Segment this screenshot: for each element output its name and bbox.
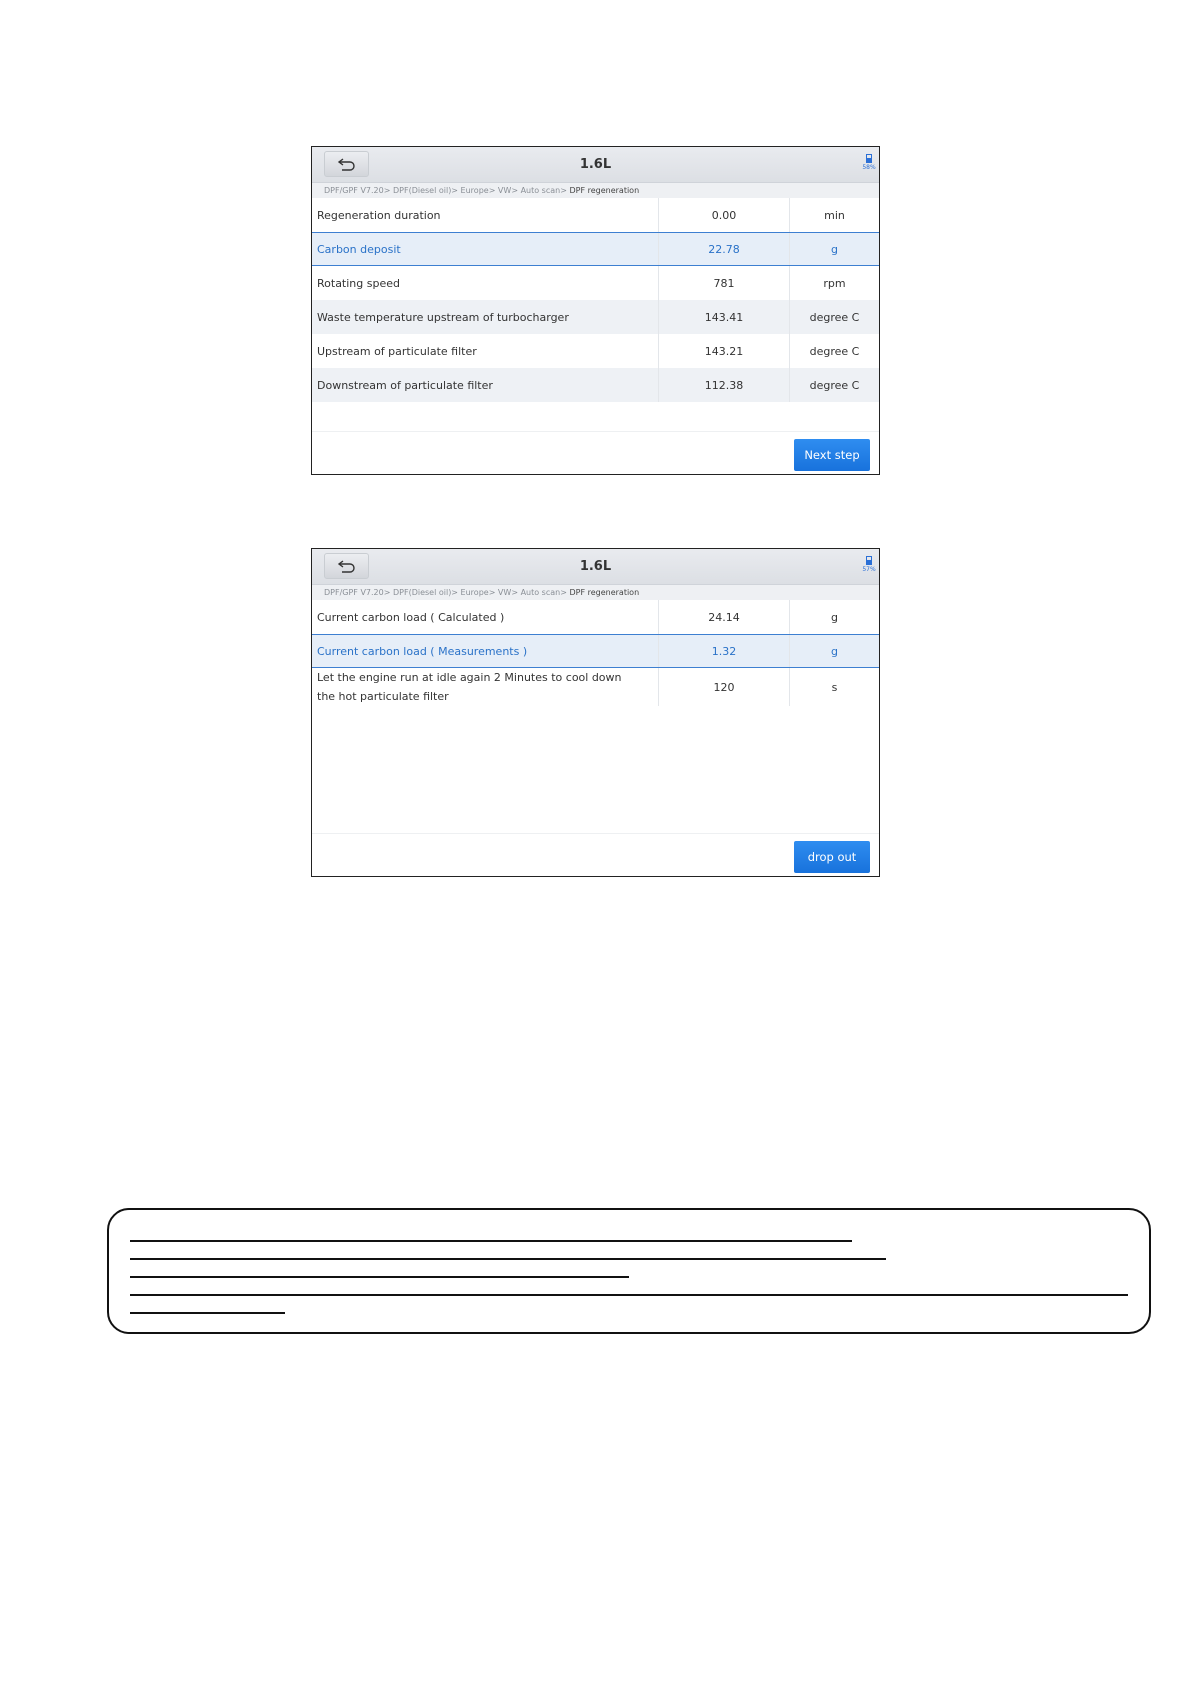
param-value: 1.32	[658, 635, 789, 667]
breadcrumb-path: DPF/GPF V7.20> DPF(Diesel oil)> Europe> VW> Auto scan>	[324, 588, 570, 597]
param-unit: s	[789, 668, 879, 706]
param-value: 143.21	[658, 334, 789, 368]
dpf-regeneration-screen-2	[311, 548, 880, 877]
note-line	[130, 1312, 285, 1314]
footer-bar	[312, 833, 879, 876]
battery-status	[862, 556, 876, 578]
table-row[interactable]	[312, 198, 879, 232]
note-line	[130, 1276, 629, 1278]
table-row[interactable]	[312, 668, 879, 706]
table-row[interactable]	[312, 300, 879, 334]
table-row[interactable]	[312, 368, 879, 402]
title-bar	[312, 549, 879, 585]
breadcrumb	[312, 585, 879, 600]
param-unit: degree C	[789, 334, 879, 368]
next-step-button[interactable]: Next step	[794, 439, 870, 471]
table-row[interactable]	[312, 600, 879, 634]
param-value: 112.38	[658, 368, 789, 402]
footer-bar	[312, 431, 879, 474]
param-name: Regeneration duration	[317, 208, 441, 222]
param-name: Current carbon load ( Measurements )	[317, 644, 528, 658]
battery-icon	[866, 154, 872, 163]
battery-status	[862, 154, 876, 176]
param-unit: min	[789, 198, 879, 232]
table-row-selected[interactable]	[312, 232, 879, 266]
breadcrumb-path: DPF/GPF V7.20> DPF(Diesel oil)> Europe> VW> Auto scan>	[324, 186, 570, 195]
param-value: 120	[658, 668, 789, 706]
param-unit: degree C	[789, 300, 879, 334]
note-line	[130, 1294, 1128, 1296]
param-unit: g	[789, 600, 879, 634]
param-value: 143.41	[658, 300, 789, 334]
param-unit: g	[789, 233, 879, 265]
note-line	[130, 1258, 886, 1260]
param-unit: rpm	[789, 266, 879, 300]
title-bar	[312, 147, 879, 183]
screen-title: 1.6L	[579, 559, 612, 574]
param-name: Let the engine run at idle again 2 Minutes to cool down the hot particulate filter	[317, 671, 622, 703]
table-row[interactable]	[312, 266, 879, 300]
param-value: 24.14	[658, 600, 789, 634]
param-name: Downstream of particulate filter	[317, 378, 493, 392]
breadcrumb-current: DPF regeneration	[569, 588, 640, 597]
param-name: Upstream of particulate filter	[317, 344, 477, 358]
screen-title: 1.6L	[579, 157, 612, 172]
drop-out-button[interactable]: drop out	[794, 841, 870, 873]
battery-icon	[866, 556, 872, 565]
table-row-selected[interactable]	[312, 634, 879, 668]
breadcrumb-current: DPF regeneration	[569, 186, 640, 195]
param-unit: g	[789, 635, 879, 667]
battery-percent: 57%	[862, 566, 876, 573]
dpf-regeneration-screen-1	[311, 146, 880, 475]
param-name: Current carbon load ( Calculated )	[317, 610, 505, 624]
param-value: 22.78	[658, 233, 789, 265]
param-name: Rotating speed	[317, 276, 400, 290]
note-line	[130, 1240, 852, 1242]
note-box	[107, 1208, 1151, 1334]
breadcrumb	[312, 183, 879, 198]
param-name: Waste temperature upstream of turbocharger	[317, 310, 569, 324]
param-value: 781	[658, 266, 789, 300]
param-name: Carbon deposit	[317, 242, 401, 256]
battery-percent: 58%	[862, 164, 876, 171]
table-row[interactable]	[312, 334, 879, 368]
param-unit: degree C	[789, 368, 879, 402]
param-value: 0.00	[658, 198, 789, 232]
